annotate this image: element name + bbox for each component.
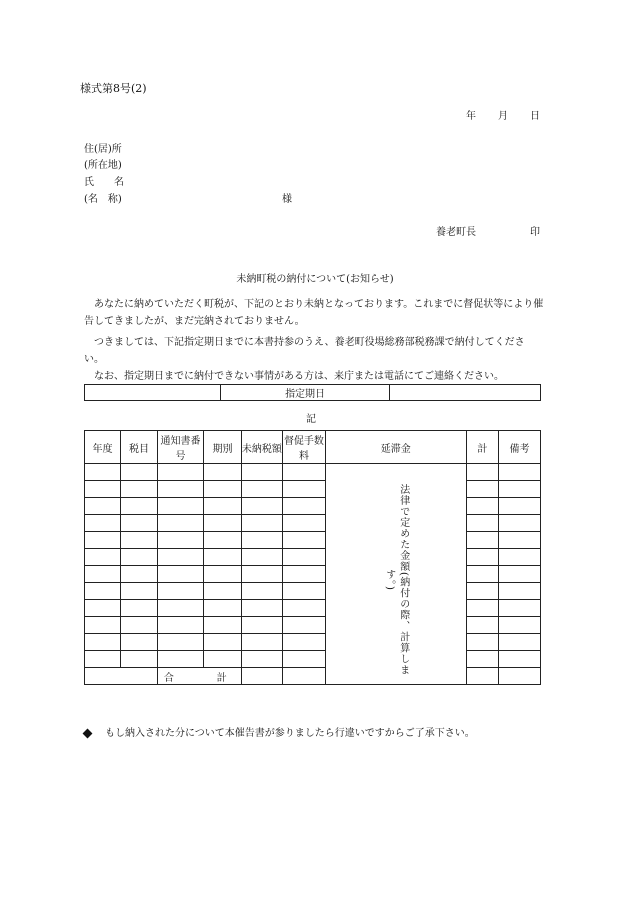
address-label: 住(居)所 (84, 144, 122, 155)
header-fiscal-year: 年度 (85, 431, 121, 464)
tax-arrears-table (84, 430, 541, 685)
table-row (85, 464, 541, 481)
due-date-value (390, 385, 541, 401)
diamond-bullet-icon (83, 729, 93, 739)
total-sum (466, 668, 498, 685)
table-row (85, 481, 541, 498)
issuer-seal: 印 (530, 227, 540, 238)
due-date-blank-left (85, 385, 221, 401)
table-row (85, 651, 541, 668)
location-label: (所在地) (84, 160, 122, 171)
body-paragraph-3: なお、指定期日までに納付できない事情がある方は、来庁または電話にてご連絡ください。 (94, 371, 504, 382)
total-label-cell (157, 668, 241, 685)
issuer-name: 養老町長 (436, 227, 476, 238)
record-label: 記 (306, 414, 316, 425)
table-row (85, 634, 541, 651)
date-day-label: 日 (530, 111, 540, 122)
total-reminder-fee (283, 668, 326, 685)
due-date-label: 指定期日 (220, 385, 390, 401)
date-year-label: 年 (466, 111, 476, 122)
header-late-fee: 延滞金 (325, 431, 466, 464)
total-row-blank (85, 668, 158, 685)
form-number: 様式第8号(2) (80, 82, 147, 95)
table-row (85, 532, 541, 549)
header-unpaid-amount: 未納税額 (241, 431, 282, 464)
header-total: 計 (466, 431, 498, 464)
late-fee-note-cell (325, 464, 466, 685)
footer-note (84, 724, 475, 739)
total-label-right: 計 (216, 672, 227, 684)
header-notice-number: 通知書番号 (157, 431, 203, 464)
table-row (85, 617, 541, 634)
total-row (85, 668, 541, 685)
date-month-label: 月 (498, 111, 508, 122)
header-reminder-fee: 督促手数料 (283, 431, 326, 464)
body-paragraph-2: つきましては、下記指定期日までに本書持参のうえ、養老町役場総務部税務課で納付してください。 (84, 337, 525, 365)
header-tax-item: 税目 (121, 431, 158, 464)
total-label-left: 合 (163, 672, 174, 684)
due-date-table (84, 384, 541, 401)
table-row (85, 515, 541, 532)
footer-note-text: もし納入された分について本催告書が参りましたら行違いですからご了承下さい。 (105, 728, 475, 739)
table-header-row (85, 431, 541, 464)
table-row (85, 583, 541, 600)
body-paragraph-1: あなたに納めていただく町税が、下記のとおり未納となっております。これまでに督促状等により催告してきましたが、まだ完納されておりません。 (84, 299, 544, 327)
late-fee-note: 法律で定めた金額(納付の際、計算します。) (383, 484, 409, 676)
honorific: 様 (282, 194, 292, 205)
table-row (85, 549, 541, 566)
notice-title: 未納町税の納付について(お知らせ) (236, 274, 394, 285)
table-row (85, 600, 541, 617)
table-row (85, 566, 541, 583)
total-remarks (498, 668, 540, 685)
total-unpaid-amount (241, 668, 282, 685)
table-row (85, 498, 541, 515)
header-period: 期別 (204, 431, 242, 464)
company-name-label: (名 称) (84, 194, 122, 205)
name-label: 氏 名 (84, 177, 124, 188)
header-remarks: 備考 (498, 431, 540, 464)
